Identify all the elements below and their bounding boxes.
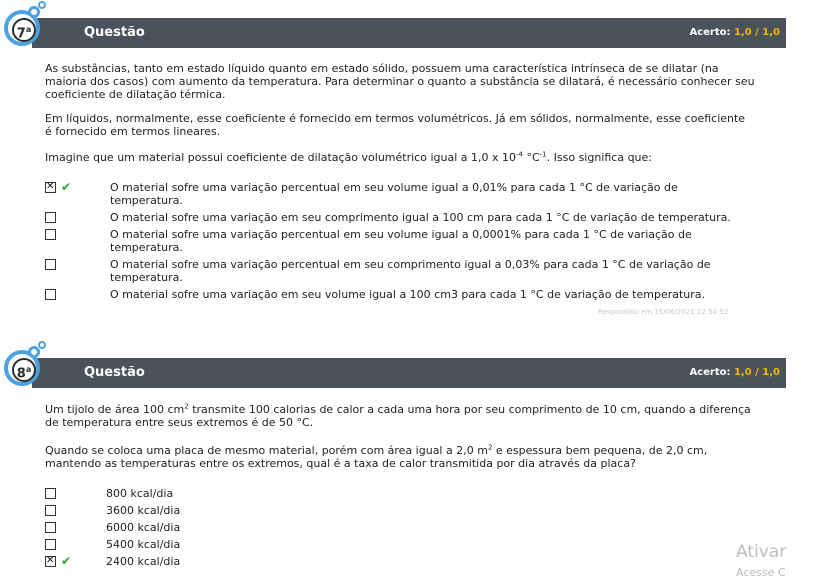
question-title: Questão (84, 365, 145, 380)
check-icon: ✔ (61, 180, 72, 194)
score: Acerto: 1,0 / 1,0 (689, 27, 780, 38)
option-label: O material sofre uma variação em seu volume igual a 100 cm3 para cada 1 °C de variação de temperatura. (110, 288, 706, 301)
option-label: 5400 kcal/dia (106, 538, 181, 551)
answered-timestamp: Respondido em 15/06/2021 12:54:52 (598, 308, 729, 316)
question-paragraph: As substâncias, tanto em estado líquido quanto em estado sólido, possuem uma característica intrínseca de se dilatar (na maioria dos casos) com aumento da temperatura. Para determinar o quanto a substância se dilatará, é necessário conhecer seu coeficiente de dilatação térmica. (45, 62, 755, 101)
option-checkbox[interactable] (45, 229, 56, 240)
activation-watermark-sub: Acesse C (736, 566, 786, 579)
question-number-badge: 7$^a$ (4, 10, 40, 46)
option-checkbox[interactable] (45, 539, 56, 550)
option-checkbox[interactable] (45, 259, 56, 270)
question-paragraph: Em líquidos, normalmente, esse coeficiente é fornecido em termos volumétricos. Já em sólidos, normalmente, esse coeficiente é fornecido em termos lineares. (45, 112, 746, 138)
option-checkbox[interactable] (45, 289, 56, 300)
question-number-badge: 8$^a$ (4, 350, 40, 386)
question-8-header (32, 358, 786, 388)
check-icon: ✔ (61, 554, 72, 568)
badge-decoration (38, 341, 46, 349)
option-checkbox[interactable] (45, 488, 56, 499)
question-7-header (32, 18, 786, 48)
option-label: 2400 kcal/dia (106, 555, 181, 568)
question-title: Questão (84, 25, 145, 40)
question-paragraph: Um tijolo de área 100 $cm^2$ transmite 100 calorias de calor a cada uma hora por seu comprimento de 10 cm, quando a diferença de temperatura entre seus extremos é de 50 °C. (45, 402, 751, 429)
question-prompt: Imagine que um material possui coeficiente de dilatação volumétrico igual a 1,0 x $10^{-4}$ $^\circ C^{-1}$. Isso significa que: (45, 150, 653, 164)
option-label: O material sofre uma variação percentual em seu volume igual a 0,01% para cada 1 °C de variação de temperatura. (110, 181, 678, 207)
option-checkbox[interactable] (45, 522, 56, 533)
option-checkbox[interactable] (45, 556, 56, 567)
score-value: 1,0 / 1,0 (733, 367, 780, 378)
option-label: O material sofre uma variação percentual em seu volume igual a 0,0001% para cada 1 °C de variação de temperatura. (110, 228, 692, 254)
option-checkbox[interactable] (45, 505, 56, 516)
badge-decoration (38, 1, 46, 9)
option-checkbox[interactable] (45, 212, 56, 223)
option-label: 3600 kcal/dia (106, 504, 181, 517)
activation-watermark: Ativar (736, 542, 787, 562)
score-value: 1,0 / 1,0 (733, 27, 780, 38)
option-label: O material sofre uma variação percentual em seu comprimento igual a 0,03% para cada 1 °C de variação de temperatura. (110, 258, 711, 284)
option-label: 800 kcal/dia (106, 487, 174, 500)
option-checkbox[interactable] (45, 182, 56, 193)
option-label: 6000 kcal/dia (106, 521, 181, 534)
score: Acerto: 1,0 / 1,0 (689, 367, 780, 378)
question-paragraph: Quando se coloca uma placa de mesmo material, porém com área igual a 2,0 $m^2$ e espessura bem pequena, de 2,0 cm, mantendo as temperaturas entre os extremos, qual é a taxa de calor transmitida por dia através da placa? (45, 443, 708, 470)
option-label: O material sofre uma variação em seu comprimento igual a 100 cm para cada 1 °C de variação de temperatura. (110, 211, 731, 224)
